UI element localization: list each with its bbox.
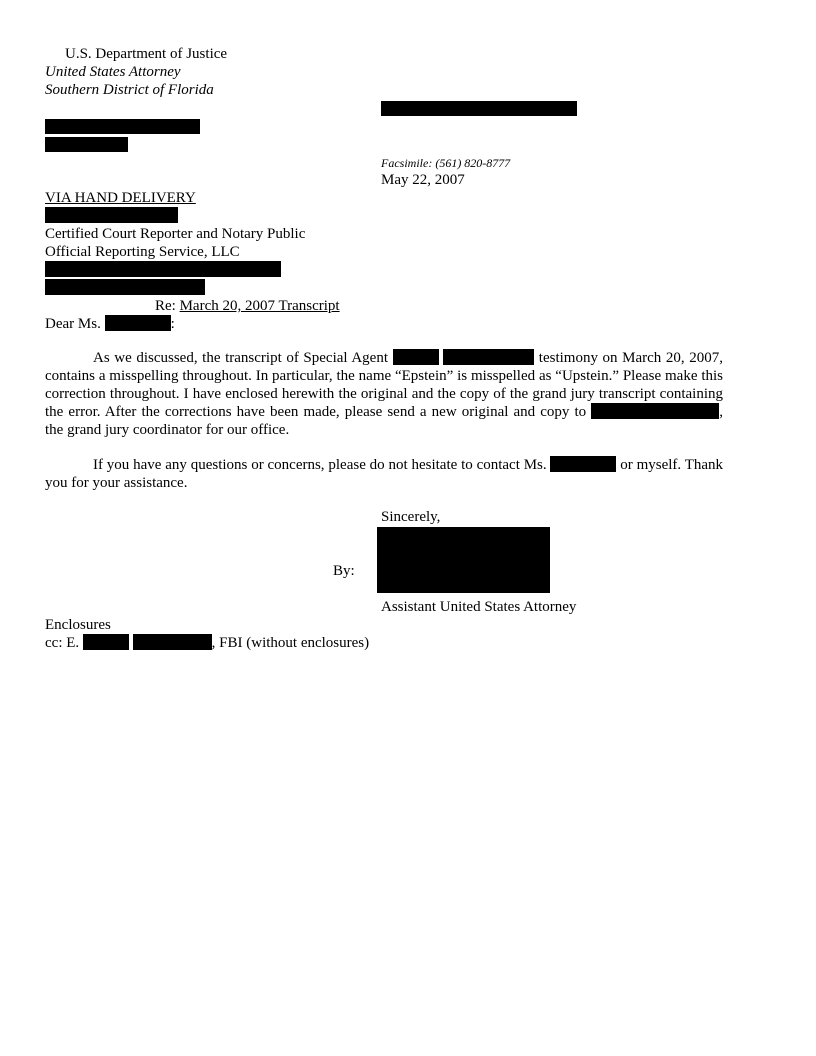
body-p2-b: or myself. Thank you for your assistance. (45, 457, 724, 491)
facsimile-number: Facsimile: (561) 820-8777 (381, 156, 511, 170)
cc-line (45, 634, 369, 652)
body-p1-a: As we discussed, the transcript of Special Agent (93, 350, 389, 366)
cc-suffix: , FBI (without enclosures) (211, 635, 370, 651)
salutation-prefix: Dear Ms. (45, 316, 105, 332)
signer-title: Assistant United States Attorney (381, 599, 577, 615)
redaction-block (381, 101, 577, 116)
redaction-block (591, 403, 719, 419)
re-prefix: Re: (155, 298, 180, 314)
recipient-company: Official Reporting Service, LLC (45, 244, 240, 260)
redaction-block (45, 119, 200, 134)
body-p2-a: If you have any questions or concerns, please do not hesitate to contact Ms. (93, 457, 547, 473)
recipient-title: Certified Court Reporter and Notary Public (45, 226, 306, 242)
salutation-suffix: : (170, 316, 175, 332)
re-line (155, 297, 340, 315)
closing-sincerely: Sincerely, (381, 509, 441, 525)
redaction-block (45, 261, 281, 277)
office-name: United States Attorney (45, 64, 181, 80)
redaction-block (133, 634, 212, 650)
redaction-block (105, 315, 171, 331)
body-paragraph-1 (45, 349, 723, 439)
cc-prefix: cc: E. (45, 635, 80, 651)
redaction-block (45, 279, 205, 295)
signature-redaction (377, 527, 550, 593)
redaction-block (393, 349, 439, 365)
department-name: U.S. Department of Justice (65, 46, 228, 62)
body-p1-b: testimony on March 20, 2007, contains a misspelling throughout. In particular, the name “Epstein” is misspelled as “Upstein.” Please make this correction throughout. I have enclosed herewith the original and the copy of the grand jury transcript containing the error. After the corrections have been made, please send a new original and copy to (45, 350, 723, 420)
body-p1-c: , the grand jury coordinator for our office. (45, 404, 724, 438)
by-label: By: (333, 563, 355, 579)
redaction-block (550, 456, 616, 472)
enclosures-label: Enclosures (45, 617, 111, 633)
letter-date: May 22, 2007 (381, 172, 465, 188)
district-name: Southern District of Florida (45, 82, 214, 98)
salutation (45, 315, 175, 333)
redaction-block (83, 634, 129, 650)
redaction-block (45, 137, 128, 152)
redaction-block (443, 349, 534, 365)
re-subject: March 20, 2007 Transcript (179, 298, 340, 314)
body-paragraph-2 (45, 456, 723, 492)
redaction-block (45, 207, 178, 223)
delivery-method: VIA HAND DELIVERY (45, 190, 196, 206)
